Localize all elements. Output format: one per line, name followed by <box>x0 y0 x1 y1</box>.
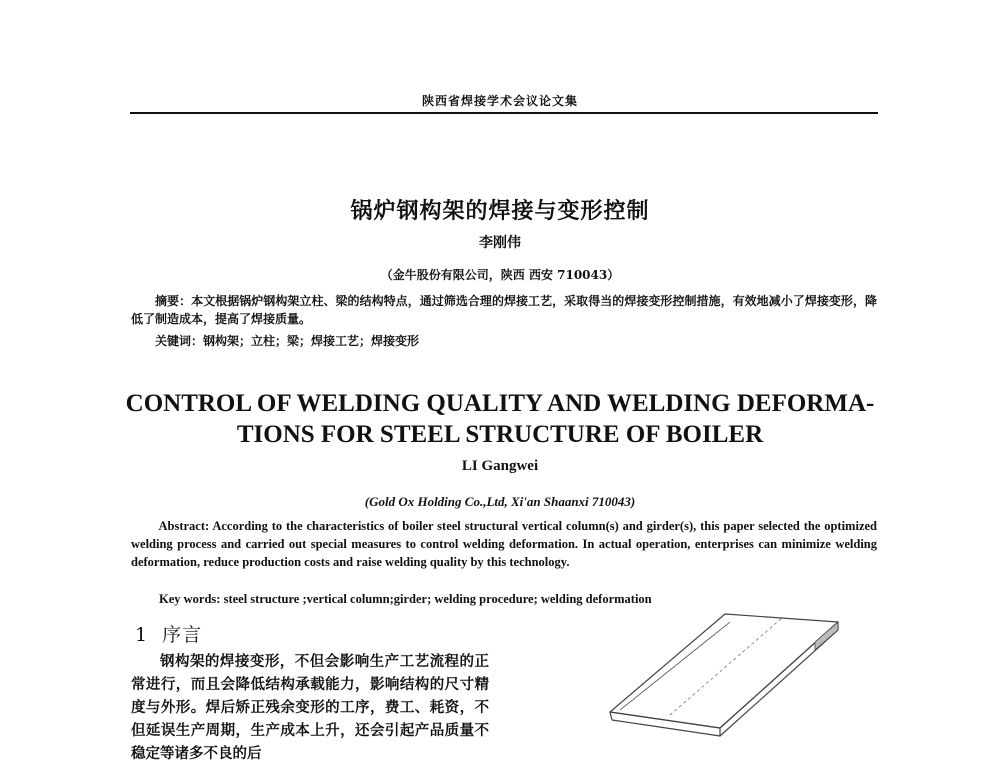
section-number: 1 <box>135 624 149 646</box>
chinese-author: 李刚伟 <box>479 235 521 251</box>
chinese-keywords: 关键词：钢构架；立柱；梁；焊接工艺；焊接变形 <box>155 334 420 348</box>
steel-beam-figure <box>520 602 880 759</box>
beam-end-plate <box>815 622 838 650</box>
english-title-line-1: CONTROL OF WELDING QUALITY AND WELDING DEFORMA- <box>125 390 875 417</box>
beam-flange-line <box>620 622 730 710</box>
section-body-text: 钢构架的焊接变形，不但会影响生产工艺流程的正常进行，而且会降低结构承载能力，影响结构的尺寸精度与外形。焊后矫正残余变形的工序，费工、耗资，不但延误生产周期，生产成本上升，还会引起产品质量不稳定等诸多不良的后 <box>131 653 489 762</box>
section-title: 序言 <box>162 624 203 646</box>
english-title <box>0 388 1000 450</box>
running-header: 陕西省焊接学术会议论文集 <box>421 94 578 108</box>
header-rule <box>130 112 878 114</box>
chinese-abstract: 摘要：本文根据锅炉钢构架立柱、梁的结构特点，通过筛选合理的焊接工艺，采取得当的焊接变形控制措施，有效地减小了焊接变形，降低了制造成本，提高了焊接质量。 <box>131 294 877 326</box>
english-title-line-2: TIONS FOR STEEL STRUCTURE OF BOILER <box>236 421 764 448</box>
english-affiliation: (Gold Ox Holding Co.,Ltd, Xi'an Shaanxi 710043) <box>364 494 636 509</box>
chinese-title: 锅炉钢构架的焊接与变形控制 <box>350 198 650 224</box>
english-author: LI Gangwei <box>461 458 539 474</box>
english-keywords: Key words: steel structure ;vertical column;girder; welding procedure; welding deformation <box>159 592 652 606</box>
english-abstract: Abstract: According to the characteristics of boiler steel structural vertical column(s) and girder(s), this paper selected the optimized welding process and carried out special measures to control welding deformation. In actual operation, enterprises can minimize welding deformation, reduce production costs and raise welding quality by this technology. <box>131 519 877 569</box>
beam-front-face <box>610 712 720 736</box>
chinese-affiliation: （金牛股份有限公司，陕西 西安 710043） <box>380 268 620 282</box>
section-heading <box>135 620 202 647</box>
beam-web-line <box>670 618 782 715</box>
beam-top-face <box>610 614 838 728</box>
